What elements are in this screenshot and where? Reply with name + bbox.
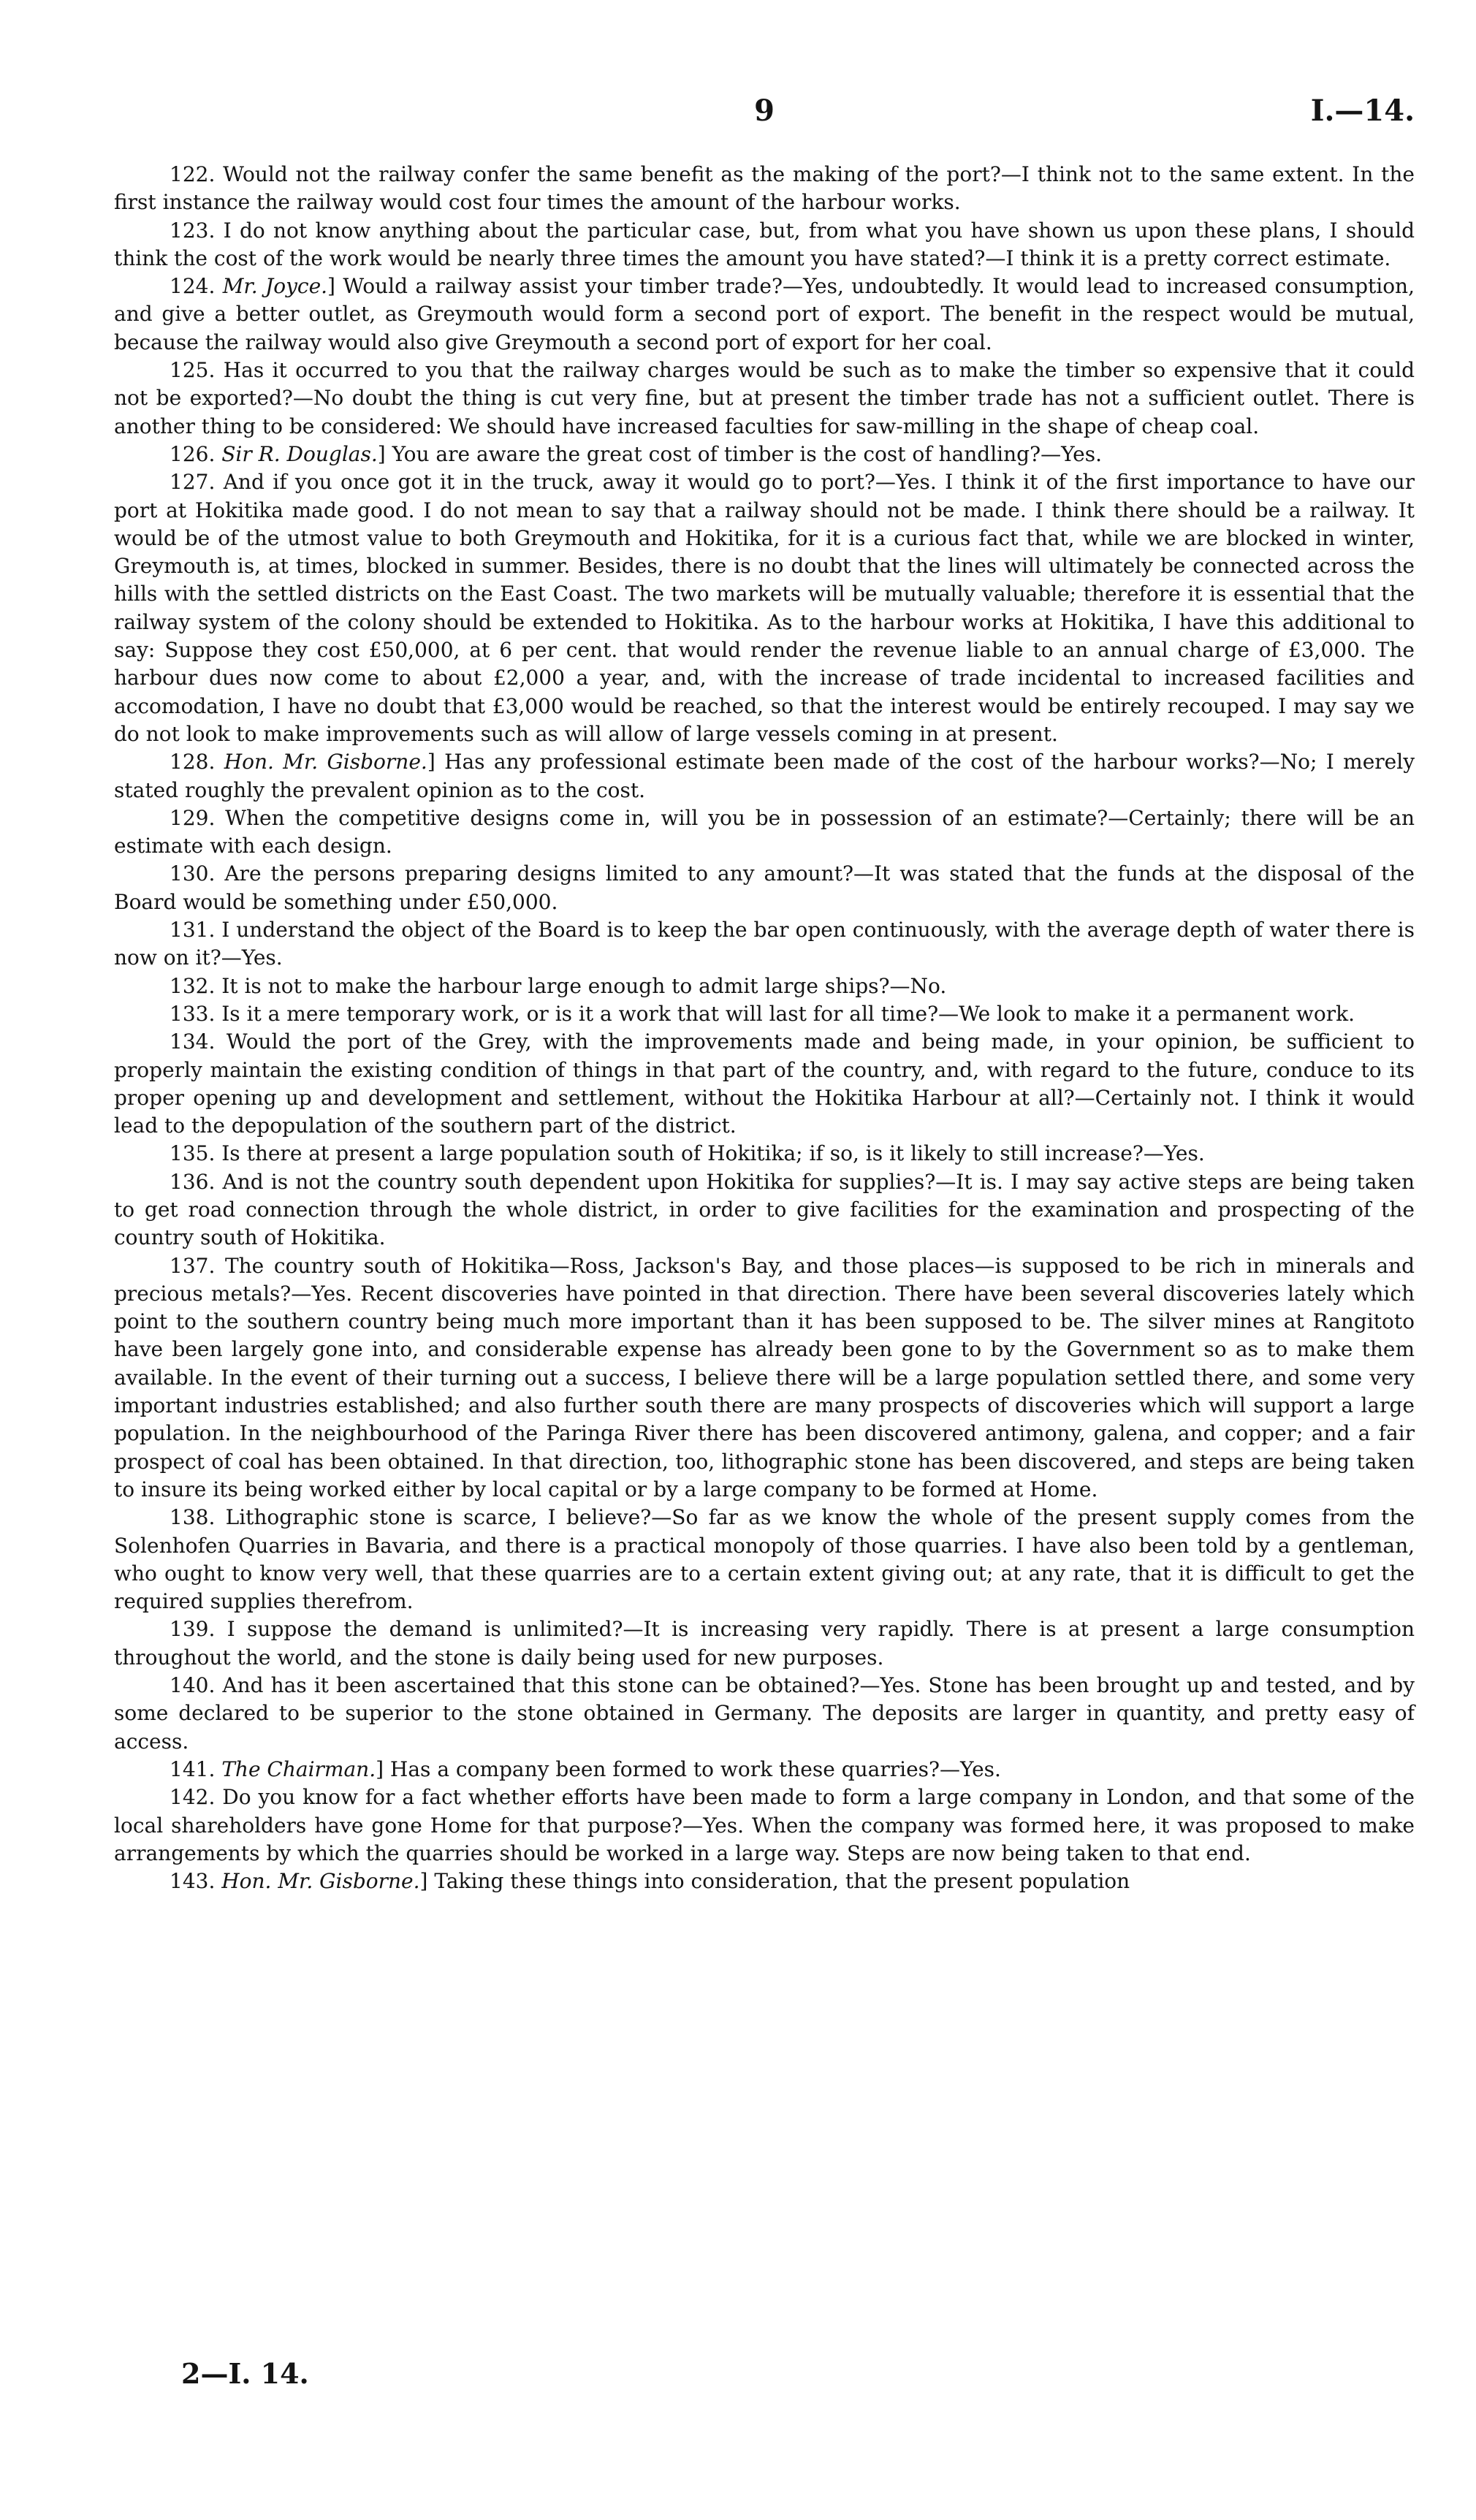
paragraph [114, 1784, 1415, 1868]
paragraph [114, 273, 1415, 357]
paragraph [114, 357, 1415, 441]
paragraph-text: ] Taking these things into consideration, that the present population [419, 1869, 1130, 1894]
paragraph [114, 1140, 1415, 1168]
paragraph [114, 161, 1415, 217]
signature-mark: 2—I. 14. [181, 2357, 309, 2390]
paragraph [114, 1168, 1415, 1252]
speaker-name: Mr. Joyce. [222, 274, 328, 299]
paragraph [114, 1672, 1415, 1756]
paragraph-text: ] Has a company been formed to work these quarries?—Yes. [376, 1756, 1001, 1781]
paragraph-lead: 133. Is it a mere temporary work, or is it a work that will last for all time?—We look to make it a permanent work. [170, 1001, 1355, 1026]
paragraph-lead: 142. Do you know for a fact whether efforts have been made to form a large company in London, and that some of the local shareholders have gone Home for that purpose?—Yes. When the company was formed here, it was proposed to make arrangements by which the quarries should be worked in a large way. Steps are now being taken to that end. [114, 1785, 1415, 1865]
paragraph [114, 804, 1415, 861]
speaker-name: Hon. Mr. Gisborne. [224, 750, 427, 774]
body-text [114, 161, 1415, 1895]
paragraph [114, 1000, 1415, 1028]
paragraph [114, 748, 1415, 804]
paragraph [114, 1756, 1415, 1784]
paragraph-lead: 137. The country south of Hokitika—Ross, Jackson's Bay, and those places—is supposed to be rich in minerals and precious metals?—Yes. Recent discoveries have pointed in that direction. There have been several discoveries lately which point to the southern country being much more important than it has been supposed to be. The silver mines at Rangitoto have been largely gone into, and considerable expense has already been gone to by the Government so as to make them available. In the event of their turning out a success, I believe there will be a large population settled there, and some very important industries established; and also further south there are many prospects of discoveries which will support a large population. In the neighbourhood of the Paringa River there has been discovered antimony, galena, and copper; and a fair prospect of coal has been obtained. In that direction, too, lithographic stone has been discovered, and steps are being taken to insure its being worked either by local capital or by a large company to be formed at Home. [114, 1253, 1415, 1501]
paragraph-lead: 124. [170, 274, 216, 299]
paragraph [114, 1028, 1415, 1140]
paragraph [114, 441, 1415, 468]
paragraph [114, 1504, 1415, 1615]
speaker-name: Sir R. Douglas. [221, 441, 378, 466]
paragraph [114, 1615, 1415, 1672]
paragraph-text: ] You are aware the great cost of timber is the cost of handling?—Yes. [377, 441, 1102, 466]
paragraph-lead: 134. Would the port of the Grey, with the improvements made and being made, in your opinion, be sufficient to properly maintain the existing condition of things in that part of the country, and, with regard to the future, conduce to its proper opening up and development and settlement, without the Hokitika Harbour at all?—Certainly not. I think it would lead to the depopulation of the southern part of the district. [114, 1029, 1415, 1138]
paragraph-lead: 136. And is not the country south dependent upon Hokitika for supplies?—It is. I may say active steps are being taken to get road connection through the whole district, in order to give facilities for the examination and prospecting of the country south of Hokitika. [114, 1169, 1415, 1250]
paragraph-lead: 126. [170, 441, 216, 466]
paragraph-lead: 123. I do not know anything about the particular case, but, from what you have shown us upon these plans, I should think the cost of the work would be nearly three times the amount you have stated?—I think it is a pretty correct estimate. [114, 218, 1415, 270]
paragraph-lead: 130. Are the persons preparing designs limited to any amount?—It was stated that the funds at the disposal of the Board would be something under £50,000. [114, 861, 1415, 914]
paragraph [114, 1868, 1415, 1895]
paragraph-lead: 140. And has it been ascertained that this stone can be obtained?—Yes. Stone has been brought up and tested, and by some declared to be superior to the stone obtained in Germany. The deposits are larger in quantity, and pretty easy of access. [114, 1673, 1415, 1754]
page-header [114, 94, 1415, 137]
paragraph-lead: 125. Has it occurred to you that the railway charges would be such as to make the timber so expensive that it could not be exported?—No doubt the thing is cut very fine, but at present the timber trade has not a sufficient outlet. There is another thing to be considered: We should have increased faculties for saw-milling in the shape of cheap coal. [114, 358, 1415, 438]
paragraph [114, 860, 1415, 916]
paragraph-lead: 129. When the competitive designs come in, will you be in possession of an estimate?—Certainly; there will be an estimate with each design. [114, 805, 1415, 859]
page-number: 9 [754, 94, 775, 128]
paragraph-lead: 138. Lithographic stone is scarce, I believe?—So far as we know the whole of the present supply comes from the Solenhofen Quarries in Bavaria, and there is a practical monopoly of those quarries. I have also been told by a gentleman, who ought to know very well, that these quarries are to a certain extent giving out; at any rate, that it is difficult to get the required supplies therefrom. [114, 1505, 1415, 1614]
document-reference: I.—14. [1310, 94, 1415, 128]
paragraph [114, 468, 1415, 748]
paragraph-lead: 128. [170, 750, 216, 774]
paragraph-lead: 141. [170, 1756, 216, 1781]
paragraph-text: ] Has any professional estimate been made of the cost of the harbour works?—No; I merely stated roughly the prevalent opinion as to the cost. [114, 750, 1415, 802]
paragraph-lead: 143. [170, 1869, 216, 1894]
paragraph [114, 217, 1415, 273]
paragraph-text: ] Would a railway assist your timber trade?—Yes, undoubtedly. It would lead to increased consumption, and give a better outlet, as Greymouth would form a second port of export. The benefit in the respect would be mutual, because the railway would also give Greymouth a second port of export for her coal. [114, 274, 1415, 354]
paragraph-lead: 131. I understand the object of the Board is to keep the bar open continuously, with the average depth of water there is now on it?—Yes. [114, 918, 1415, 970]
paragraph [114, 1252, 1415, 1504]
speaker-name: The Chairman. [221, 1756, 376, 1781]
paragraph-lead: 127. And if you once got it in the truck, away it would go to port?—Yes. I think it of the first importance to have our port at Hokitika made good. I do not mean to say that a railway should not be made. I think there should be a railway. It would be of the utmost value to both Greymouth and Hokitika, for it is a curious fact that, while we are blocked in winter, Greymouth is, at times, blocked in summer. Besides, there is no doubt that the lines will ultimately be connected across the hills with the settled districts on the East Coast. The two markets will be mutually valuable; therefore it is essential that the railway system of the colony should be extended to Hokitika. As to the harbour works at Hokitika, I have this additional to say: Suppose they cost £50,000, at 6 per cent. that would render the revenue liable to an annual charge of £3,000. The harbour dues now come to about £2,000 a year, and, with the increase of trade incidental to increased facilities and accomodation, I have no doubt that £3,000 would be reached, so that the interest would be entirely recouped. I may say we do not look to make improvements such as will allow of large vessels coming in at present. [114, 470, 1415, 746]
paragraph-lead: 122. Would not the railway confer the same benefit as the making of the port?—I think not to the same extent. In the first instance the railway would cost four times the amount of the harbour works. [114, 162, 1415, 215]
paragraph-lead: 132. It is not to make the harbour large enough to admit large ships?—No. [170, 973, 947, 998]
paragraph-lead: 135. Is there at present a large population south of Hokitika; if so, is it likely to still increase?—Yes. [170, 1141, 1205, 1166]
paragraph [114, 972, 1415, 1000]
speaker-name: Hon. Mr. Gisborne. [221, 1869, 420, 1894]
paragraph-lead: 139. I suppose the demand is unlimited?—It is increasing very rapidly. There is at present a large consumption throughout the world, and the stone is daily being used for new purposes. [114, 1617, 1415, 1670]
paragraph [114, 916, 1415, 972]
